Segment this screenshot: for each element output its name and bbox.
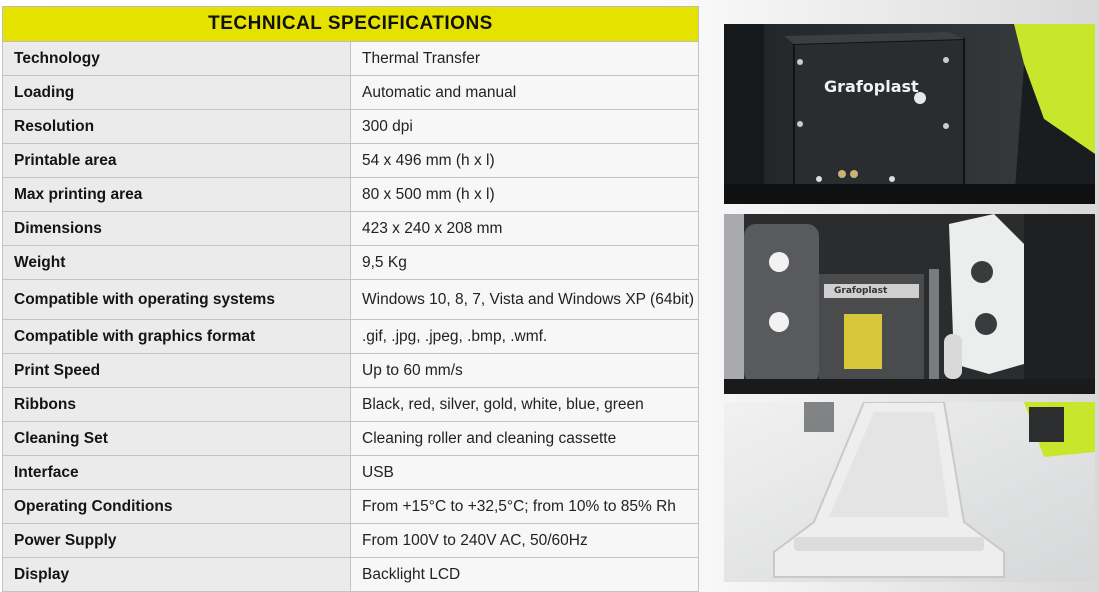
specs-body: [3, 42, 699, 592]
spec-row: [3, 280, 699, 320]
spec-label: Power Supply: [3, 524, 351, 558]
spec-row: [3, 422, 699, 456]
spec-row: [3, 110, 699, 144]
spec-row: [3, 246, 699, 280]
spec-value: USB: [351, 456, 699, 490]
spec-value: 9,5 Kg: [351, 246, 699, 280]
spec-label: Compatible with operating systems: [3, 280, 351, 320]
spec-row: [3, 42, 699, 76]
spec-label: Interface: [3, 456, 351, 490]
spec-label: Print Speed: [3, 354, 351, 388]
grafoplast-logo-middle: Grafoplast: [834, 286, 888, 296]
spec-value: 300 dpi: [351, 110, 699, 144]
spec-row: [3, 456, 699, 490]
spec-value: 80 x 500 mm (h x l): [351, 178, 699, 212]
spec-value: Automatic and manual: [351, 76, 699, 110]
spec-value: From 100V to 240V AC, 50/60Hz: [351, 524, 699, 558]
spec-row: [3, 354, 699, 388]
spec-label: Compatible with graphics format: [3, 320, 351, 354]
spec-value: Up to 60 mm/s: [351, 354, 699, 388]
spec-value: Black, red, silver, gold, white, blue, green: [351, 388, 699, 422]
spec-label: Loading: [3, 76, 351, 110]
spec-row: [3, 212, 699, 246]
spec-label: Weight: [3, 246, 351, 280]
printer-photo-middle-graphic: [724, 214, 1095, 394]
spec-row: [3, 388, 699, 422]
spec-row: [3, 144, 699, 178]
spec-label: Operating Conditions: [3, 490, 351, 524]
spec-label: Technology: [3, 42, 351, 76]
specs-title: TECHNICAL SPECIFICATIONS: [3, 7, 699, 42]
spec-value: Cleaning roller and cleaning cassette: [351, 422, 699, 456]
specs-table: [2, 6, 699, 592]
spec-row: [3, 76, 699, 110]
spec-value: Thermal Transfer: [351, 42, 699, 76]
cleaning-cassette-photo-graphic: [724, 402, 1095, 582]
spec-row: [3, 490, 699, 524]
spec-value: Backlight LCD: [351, 558, 699, 592]
spec-value: Windows 10, 8, 7, Vista and Windows XP (64bit): [351, 280, 699, 320]
spec-label: Cleaning Set: [3, 422, 351, 456]
spec-label: Printable area: [3, 144, 351, 178]
spec-label: Resolution: [3, 110, 351, 144]
spec-row: [3, 524, 699, 558]
spec-value: From +15°C to +32,5°C; from 10% to 85% Rh: [351, 490, 699, 524]
spec-label: Max printing area: [3, 178, 351, 212]
spec-label: Ribbons: [3, 388, 351, 422]
spec-value: 423 x 240 x 208 mm: [351, 212, 699, 246]
printer-photo-top-graphic: [724, 24, 1095, 204]
spec-label: Dimensions: [3, 212, 351, 246]
cleaning-cassette-photo: [724, 402, 1095, 582]
grafoplast-logo-top: Grafoplast: [824, 77, 919, 96]
printer-photo-top: [724, 24, 1095, 204]
printer-photo-middle: [724, 214, 1095, 394]
spec-value: .gif, .jpg, .jpeg, .bmp, .wmf.: [351, 320, 699, 354]
spec-label: Display: [3, 558, 351, 592]
spec-row: [3, 178, 699, 212]
spec-row: [3, 558, 699, 592]
spec-value: 54 x 496 mm (h x l): [351, 144, 699, 178]
spec-row: [3, 320, 699, 354]
